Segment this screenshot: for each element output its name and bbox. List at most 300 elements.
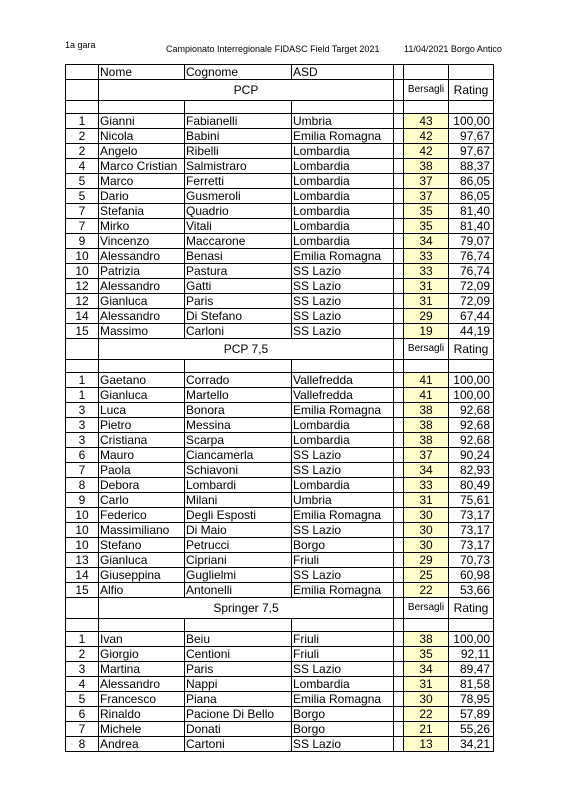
- table-row: [66, 204, 494, 219]
- position-cell: 1: [66, 373, 99, 388]
- asd-cell: Emilia Romagna: [292, 249, 394, 264]
- nome-cell: Angelo: [99, 144, 185, 159]
- gap-cell: [394, 737, 404, 752]
- position-cell: 6: [66, 448, 99, 463]
- nome-cell: Mirko: [99, 219, 185, 234]
- gap-cell: [394, 159, 404, 174]
- rating-cell: 92,11: [449, 647, 494, 662]
- gap-cell: [394, 324, 404, 339]
- gap-cell: [394, 418, 404, 433]
- asd-cell: SS Lazio: [292, 523, 394, 538]
- bersagli-label: Bersagli: [404, 80, 449, 101]
- nome-cell: Giuseppina: [99, 568, 185, 583]
- rating-cell: 67,44: [449, 309, 494, 324]
- section-gap-cell: [394, 339, 404, 360]
- asd-cell: SS Lazio: [292, 737, 394, 752]
- table-row: [66, 463, 494, 478]
- nome-cell: Alessandro: [99, 309, 185, 324]
- asd-cell: Friuli: [292, 632, 394, 647]
- rating-cell: 92,68: [449, 418, 494, 433]
- table-row: [66, 189, 494, 204]
- bersagli-cell: 34: [404, 463, 449, 478]
- nome-cell: Andrea: [99, 737, 185, 752]
- gap-cell: [394, 144, 404, 159]
- asd-cell: Lombardia: [292, 174, 394, 189]
- gap-cell: [394, 647, 404, 662]
- spacer-cell: [449, 360, 494, 373]
- header-nome: Nome: [99, 65, 185, 80]
- nome-cell: Pietro: [99, 418, 185, 433]
- asd-cell: SS Lazio: [292, 662, 394, 677]
- asd-cell: Lombardia: [292, 144, 394, 159]
- gap-cell: [394, 388, 404, 403]
- gap-cell: [394, 174, 404, 189]
- rating-cell: 90,24: [449, 448, 494, 463]
- gap-cell: [394, 189, 404, 204]
- bersagli-cell: 22: [404, 707, 449, 722]
- nome-cell: Debora: [99, 478, 185, 493]
- position-cell: 2: [66, 647, 99, 662]
- position-cell: 1: [66, 632, 99, 647]
- cognome-cell: Fabianelli: [185, 114, 292, 129]
- bersagli-cell: 38: [404, 159, 449, 174]
- bersagli-cell: 37: [404, 448, 449, 463]
- rating-cell: 89,47: [449, 662, 494, 677]
- rating-label: Rating: [449, 80, 494, 101]
- spacer-cell: [404, 360, 449, 373]
- nome-cell: Alessandro: [99, 279, 185, 294]
- nome-cell: Mauro: [99, 448, 185, 463]
- bersagli-cell: 41: [404, 388, 449, 403]
- table-row: [66, 647, 494, 662]
- section-pos-cell: [66, 80, 99, 101]
- nome-cell: Stefania: [99, 204, 185, 219]
- asd-cell: Lombardia: [292, 677, 394, 692]
- cognome-cell: Paris: [185, 294, 292, 309]
- rating-cell: 81,40: [449, 219, 494, 234]
- nome-cell: Gianluca: [99, 553, 185, 568]
- position-cell: 8: [66, 737, 99, 752]
- table-row: [66, 677, 494, 692]
- asd-cell: SS Lazio: [292, 324, 394, 339]
- table-row: [66, 129, 494, 144]
- nome-cell: Gianluca: [99, 294, 185, 309]
- table-row: [66, 309, 494, 324]
- cognome-cell: Benasi: [185, 249, 292, 264]
- bersagli-cell: 22: [404, 583, 449, 598]
- bersagli-cell: 30: [404, 523, 449, 538]
- header-asd: ASD: [292, 65, 394, 80]
- cognome-cell: Beiu: [185, 632, 292, 647]
- gap-cell: [394, 568, 404, 583]
- position-cell: 2: [66, 144, 99, 159]
- rating-cell: 44,19: [449, 324, 494, 339]
- bersagli-cell: 41: [404, 373, 449, 388]
- gap-cell: [394, 722, 404, 737]
- cognome-cell: Nappi: [185, 677, 292, 692]
- header-cognome: Cognome: [185, 65, 292, 80]
- asd-cell: Lombardia: [292, 204, 394, 219]
- nome-cell: Paola: [99, 463, 185, 478]
- nome-cell: Alessandro: [99, 677, 185, 692]
- bersagli-cell: 31: [404, 294, 449, 309]
- rating-cell: 60,98: [449, 568, 494, 583]
- bersagli-cell: 38: [404, 403, 449, 418]
- cognome-cell: Lombardi: [185, 478, 292, 493]
- nome-cell: Ivan: [99, 632, 185, 647]
- section-header-row: [66, 598, 494, 619]
- gap-cell: [394, 114, 404, 129]
- rating-cell: 75,61: [449, 493, 494, 508]
- position-cell: 3: [66, 418, 99, 433]
- rating-cell: 79,07: [449, 234, 494, 249]
- bersagli-cell: 31: [404, 279, 449, 294]
- asd-cell: Borgo: [292, 722, 394, 737]
- asd-cell: Lombardia: [292, 189, 394, 204]
- gap-cell: [394, 508, 404, 523]
- nome-cell: Rinaldo: [99, 707, 185, 722]
- spacer-cell: [292, 360, 394, 373]
- nome-cell: Michele: [99, 722, 185, 737]
- nome-cell: Francesco: [99, 692, 185, 707]
- gap-cell: [394, 707, 404, 722]
- rating-cell: 80,49: [449, 478, 494, 493]
- rating-cell: 82,93: [449, 463, 494, 478]
- spacer-cell: [449, 619, 494, 632]
- nome-cell: Vincenzo: [99, 234, 185, 249]
- gap-cell: [394, 662, 404, 677]
- bersagli-cell: 35: [404, 219, 449, 234]
- rating-cell: 55,26: [449, 722, 494, 737]
- spacer-cell: [99, 360, 185, 373]
- nome-cell: Gaetano: [99, 373, 185, 388]
- nome-cell: Marco: [99, 174, 185, 189]
- gap-cell: [394, 309, 404, 324]
- position-cell: 13: [66, 553, 99, 568]
- position-cell: 7: [66, 722, 99, 737]
- bersagli-cell: 38: [404, 433, 449, 448]
- rating-label: Rating: [449, 598, 494, 619]
- header-rating-cell: [449, 65, 494, 80]
- table-row: [66, 294, 494, 309]
- bersagli-cell: 21: [404, 722, 449, 737]
- cognome-cell: Salmistraro: [185, 159, 292, 174]
- gap-cell: [394, 219, 404, 234]
- spacer-cell: [394, 619, 404, 632]
- nome-cell: Alessandro: [99, 249, 185, 264]
- date-place: 11/04/2021 Borgo Antico: [404, 44, 502, 54]
- gap-cell: [394, 493, 404, 508]
- nome-cell: Gianni: [99, 114, 185, 129]
- nome-cell: Massimiliano: [99, 523, 185, 538]
- asd-cell: Borgo: [292, 707, 394, 722]
- gap-cell: [394, 677, 404, 692]
- spacer-cell: [292, 619, 394, 632]
- bersagli-cell: 43: [404, 114, 449, 129]
- rating-cell: 78,95: [449, 692, 494, 707]
- nome-cell: Giorgio: [99, 647, 185, 662]
- cognome-cell: Gusmeroli: [185, 189, 292, 204]
- position-cell: 15: [66, 583, 99, 598]
- section-title: PCP 7,5: [99, 339, 394, 360]
- spacer-cell: [449, 101, 494, 114]
- position-cell: 4: [66, 159, 99, 174]
- bersagli-cell: 33: [404, 249, 449, 264]
- rating-cell: 97,67: [449, 144, 494, 159]
- cognome-cell: Scarpa: [185, 433, 292, 448]
- cognome-cell: Vitali: [185, 219, 292, 234]
- cognome-cell: Ribelli: [185, 144, 292, 159]
- bersagli-cell: 29: [404, 309, 449, 324]
- table-row: [66, 737, 494, 752]
- asd-cell: Emilia Romagna: [292, 508, 394, 523]
- gap-cell: [394, 433, 404, 448]
- bersagli-cell: 19: [404, 324, 449, 339]
- cognome-cell: Paris: [185, 662, 292, 677]
- cognome-cell: Gatti: [185, 279, 292, 294]
- cognome-cell: Cartoni: [185, 737, 292, 752]
- bersagli-cell: 42: [404, 144, 449, 159]
- asd-cell: Vallefredda: [292, 388, 394, 403]
- gap-cell: [394, 294, 404, 309]
- section-pos-cell: [66, 598, 99, 619]
- cognome-cell: Degli Esposti: [185, 508, 292, 523]
- cognome-cell: Guglielmi: [185, 568, 292, 583]
- bersagli-cell: 42: [404, 129, 449, 144]
- nome-cell: Alfio: [99, 583, 185, 598]
- asd-cell: Vallefredda: [292, 373, 394, 388]
- cognome-cell: Centioni: [185, 647, 292, 662]
- cognome-cell: Milani: [185, 493, 292, 508]
- position-cell: 10: [66, 508, 99, 523]
- rating-label: Rating: [449, 339, 494, 360]
- asd-cell: SS Lazio: [292, 294, 394, 309]
- cognome-cell: Maccarone: [185, 234, 292, 249]
- table-row: [66, 159, 494, 174]
- results-body: [66, 65, 494, 752]
- asd-cell: Emilia Romagna: [292, 129, 394, 144]
- table-row: [66, 219, 494, 234]
- rating-cell: 100,00: [449, 632, 494, 647]
- nome-cell: Martina: [99, 662, 185, 677]
- spacer-row: [66, 360, 494, 373]
- table-row: [66, 722, 494, 737]
- rating-cell: 100,00: [449, 373, 494, 388]
- cognome-cell: Di Maio: [185, 523, 292, 538]
- gap-cell: [394, 583, 404, 598]
- bersagli-cell: 37: [404, 189, 449, 204]
- table-row: [66, 249, 494, 264]
- nome-cell: Stefano: [99, 538, 185, 553]
- section-pos-cell: [66, 339, 99, 360]
- position-cell: 3: [66, 403, 99, 418]
- position-cell: 12: [66, 294, 99, 309]
- spacer-cell: [99, 619, 185, 632]
- table-row: [66, 234, 494, 249]
- rating-cell: 88,37: [449, 159, 494, 174]
- section-title: PCP: [99, 80, 394, 101]
- table-row: [66, 279, 494, 294]
- asd-cell: Lombardia: [292, 433, 394, 448]
- rating-cell: 92,68: [449, 433, 494, 448]
- bersagli-cell: 33: [404, 264, 449, 279]
- gap-cell: [394, 234, 404, 249]
- gap-cell: [394, 538, 404, 553]
- position-cell: 12: [66, 279, 99, 294]
- spacer-cell: [66, 101, 99, 114]
- results-table: [65, 64, 494, 752]
- table-row: [66, 144, 494, 159]
- cognome-cell: Bonora: [185, 403, 292, 418]
- cognome-cell: Pacione Di Bello: [185, 707, 292, 722]
- asd-cell: Emilia Romagna: [292, 692, 394, 707]
- position-cell: 9: [66, 493, 99, 508]
- cognome-cell: Piana: [185, 692, 292, 707]
- table-row: [66, 568, 494, 583]
- bersagli-label: Bersagli: [404, 339, 449, 360]
- header-bersagli-cell: [404, 65, 449, 80]
- spacer-cell: [394, 101, 404, 114]
- bersagli-cell: 31: [404, 677, 449, 692]
- section-header-row: [66, 339, 494, 360]
- rating-cell: 76,74: [449, 264, 494, 279]
- table-row: [66, 538, 494, 553]
- position-cell: 3: [66, 662, 99, 677]
- table-row: [66, 478, 494, 493]
- position-cell: 4: [66, 677, 99, 692]
- gap-cell: [394, 448, 404, 463]
- bersagli-cell: 35: [404, 647, 449, 662]
- asd-cell: SS Lazio: [292, 448, 394, 463]
- section-header-row: [66, 80, 494, 101]
- asd-cell: Lombardia: [292, 478, 394, 493]
- bersagli-cell: 30: [404, 508, 449, 523]
- rating-cell: 73,17: [449, 508, 494, 523]
- asd-cell: Umbria: [292, 114, 394, 129]
- bersagli-cell: 34: [404, 234, 449, 249]
- nome-cell: Federico: [99, 508, 185, 523]
- asd-cell: Lombardia: [292, 159, 394, 174]
- rating-cell: 92,68: [449, 403, 494, 418]
- spacer-cell: [394, 360, 404, 373]
- position-cell: 10: [66, 264, 99, 279]
- gap-cell: [394, 463, 404, 478]
- bersagli-cell: 38: [404, 632, 449, 647]
- cognome-cell: Donati: [185, 722, 292, 737]
- table-row: [66, 264, 494, 279]
- table-row: [66, 493, 494, 508]
- spacer-cell: [404, 101, 449, 114]
- rating-cell: 34,21: [449, 737, 494, 752]
- spacer-cell: [404, 619, 449, 632]
- table-row: [66, 114, 494, 129]
- position-cell: 10: [66, 538, 99, 553]
- cognome-cell: Ciancamerla: [185, 448, 292, 463]
- position-cell: 14: [66, 309, 99, 324]
- nome-cell: Marco Cristian: [99, 159, 185, 174]
- rating-cell: 70,73: [449, 553, 494, 568]
- rating-cell: 72,09: [449, 294, 494, 309]
- rating-cell: 76,74: [449, 249, 494, 264]
- bersagli-cell: 25: [404, 568, 449, 583]
- nome-cell: Carlo: [99, 493, 185, 508]
- rating-cell: 100,00: [449, 114, 494, 129]
- asd-cell: Lombardia: [292, 234, 394, 249]
- asd-cell: SS Lazio: [292, 463, 394, 478]
- spacer-cell: [292, 101, 394, 114]
- table-row: [66, 324, 494, 339]
- spacer-cell: [185, 619, 292, 632]
- spacer-cell: [66, 360, 99, 373]
- asd-cell: Emilia Romagna: [292, 583, 394, 598]
- position-cell: 7: [66, 463, 99, 478]
- position-cell: 7: [66, 219, 99, 234]
- table-row: [66, 388, 494, 403]
- cognome-cell: Babini: [185, 129, 292, 144]
- position-cell: 9: [66, 234, 99, 249]
- table-row: [66, 523, 494, 538]
- table-row: [66, 662, 494, 677]
- gap-cell: [394, 632, 404, 647]
- cognome-cell: Corrado: [185, 373, 292, 388]
- rating-cell: 73,17: [449, 538, 494, 553]
- bersagli-cell: 37: [404, 174, 449, 189]
- spacer-row: [66, 101, 494, 114]
- spacer-cell: [185, 101, 292, 114]
- nome-cell: Cristiana: [99, 433, 185, 448]
- position-cell: 2: [66, 129, 99, 144]
- gap-cell: [394, 692, 404, 707]
- asd-cell: Friuli: [292, 553, 394, 568]
- gap-cell: [394, 264, 404, 279]
- asd-cell: Emilia Romagna: [292, 403, 394, 418]
- cognome-cell: Antonelli: [185, 583, 292, 598]
- bersagli-cell: 33: [404, 478, 449, 493]
- table-row: [66, 403, 494, 418]
- gap-cell: [394, 204, 404, 219]
- cognome-cell: Carloni: [185, 324, 292, 339]
- rating-cell: 86,05: [449, 189, 494, 204]
- bersagli-cell: 30: [404, 538, 449, 553]
- cognome-cell: Schiavoni: [185, 463, 292, 478]
- table-row: [66, 583, 494, 598]
- nome-cell: Massimo: [99, 324, 185, 339]
- table-row: [66, 553, 494, 568]
- table-row: [66, 373, 494, 388]
- rating-cell: 86,05: [449, 174, 494, 189]
- header-pos-cell: [66, 65, 99, 80]
- asd-cell: Lombardia: [292, 418, 394, 433]
- asd-cell: Umbria: [292, 493, 394, 508]
- gap-cell: [394, 403, 404, 418]
- position-cell: 7: [66, 204, 99, 219]
- gap-cell: [394, 478, 404, 493]
- position-cell: 5: [66, 692, 99, 707]
- asd-cell: Lombardia: [292, 219, 394, 234]
- cognome-cell: Cipriani: [185, 553, 292, 568]
- nome-cell: Dario: [99, 189, 185, 204]
- cognome-cell: Quadrio: [185, 204, 292, 219]
- position-cell: 5: [66, 174, 99, 189]
- section-gap-cell: [394, 80, 404, 101]
- cognome-cell: Ferretti: [185, 174, 292, 189]
- table-row: [66, 707, 494, 722]
- position-cell: 8: [66, 478, 99, 493]
- table-row: [66, 418, 494, 433]
- position-cell: 15: [66, 324, 99, 339]
- cognome-cell: Pastura: [185, 264, 292, 279]
- position-cell: 1: [66, 388, 99, 403]
